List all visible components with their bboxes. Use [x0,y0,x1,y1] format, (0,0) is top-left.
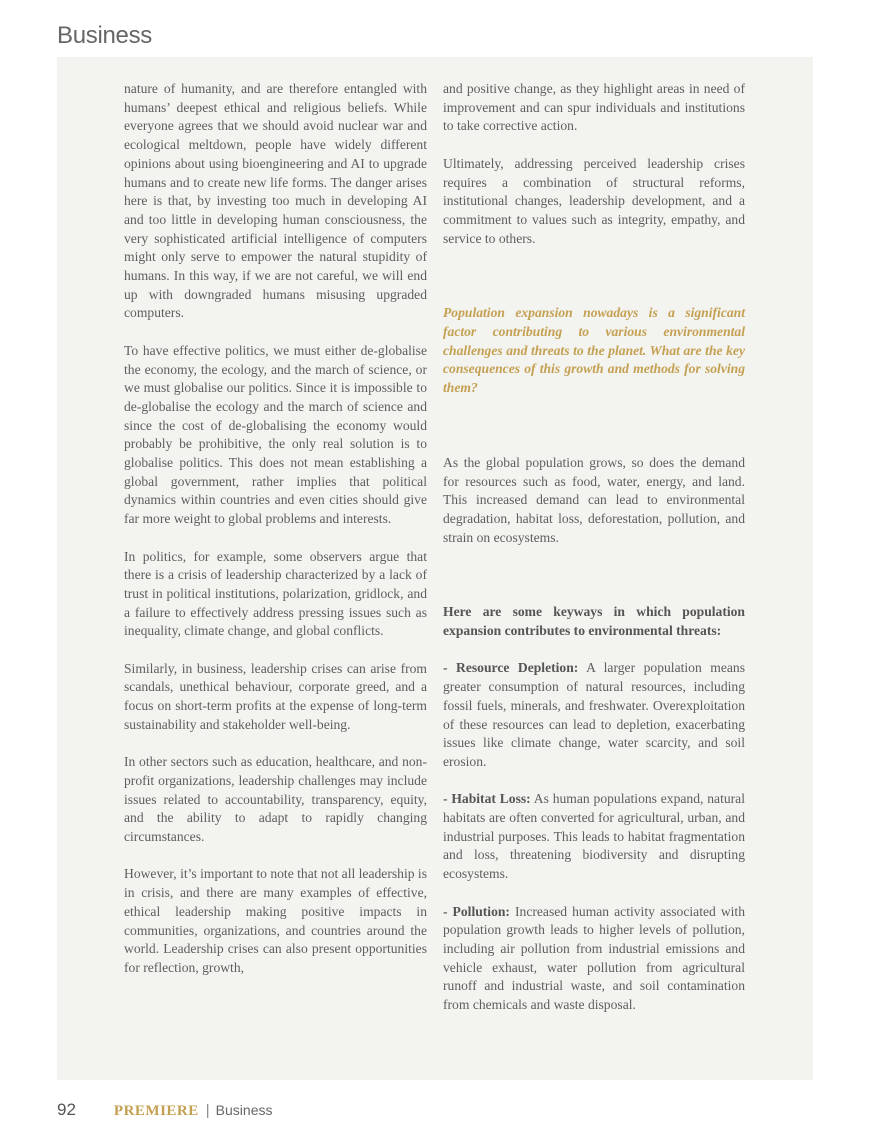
point-label: - Resource Depletion: [443,660,579,676]
paragraph: To have effective politics, we must either de-globalise the economy, the ecology, and the march of science, or we must globalise our politics. Since it is impossible to de-globalise the ecology and the march of science and since the cost of de-globalising the economy would probably be prohibitive, the only real solution is to globalise politics. This does not mean establishing a global government, rather implies that political dynamics within countries and even cities should give far more weight to global problems and interests. [124,342,427,527]
paragraph: However, it’s important to note that not all leadership is in crisis, and there are many examples of effective, ethical leadership making positive impacts in communities, organizations, and countries around the world. Leadership crises can also present opportunities for reflection, growth, [124,866,427,975]
left-column [124,80,427,978]
paragraph: Similarly, in business, leadership crises can arise from scandals, unethical behaviour, corporate greed, and a focus on short-term profits at the expense of long-term sustainability and stakeholder well-being. [124,660,427,732]
interview-question: Population expansion nowadays is a significant factor contributing to various environmental challenges and threats to the planet. What are the key consequences of this growth and methods for solving them? [443,305,745,396]
point-text: A larger population means greater consumption of natural resources, including fossil fuels, minerals, and freshwater. Overexploitation of these resources can lead to depletion, exacerbating issues like climate change, water scarcity, and soil erosion. [443,660,745,769]
paragraph-continuation: and positive change, as they highlight areas in need of improvement and can spur individuals and institutions to take corrective action. [443,81,745,134]
brand-logo: PREMIERE [113,1103,199,1119]
point-resource-depletion [443,659,745,771]
paragraph: nature of humanity, and are therefore entangled with humans’ deepest ethical and religious beliefs. While everyone agrees that we should avoid nuclear war and ecological meltdown, people have widely different opinions about using bioengineering and AI to upgrade humans and to create new life forms. The danger arises here is that, by investing too much in developing AI and too little in developing human consciousness, the very sophisticated artificial intelligence of computers might only serve to empower the natural stupidity of humans. In this way, if we are not careful, we will end up with downgraded humans misusing upgraded computers. [124,81,427,321]
section-title: Business [57,22,152,49]
point-label: - Pollution: [443,903,510,919]
point-text: Increased human activity associated with population growth leads to higher levels of pollution, including air pollution from industrial emissions and vehicle exhaust, water pollution from agricultural runoff and industrial waste, and soil contamination from chemicals and waste disposal. [443,903,746,1013]
point-habitat-loss [443,790,745,884]
paragraph: In politics, for example, some observers argue that there is a crisis of leadership characterized by a lack of trust in political institutions, polarization, gridlock, and a failure to effectively address pressing issues such as inequality, climate change, and global conflicts. [124,548,427,639]
point-label: - Habitat Loss: [443,791,531,807]
footer-separator: | [205,1102,210,1119]
article-panel [57,57,813,1080]
right-column [443,80,745,1015]
point-text: As human populations expand, natural habitats are often converted for agricultural, urban, and industrial purposes. This leads to habitat fragmentation and loss, threatening biodiversity and disrupting ecosystems. [443,791,745,882]
footer-section-label: Business [215,1102,273,1118]
keyways-heading: Here are some keyways in which population expansion contributes to environmental threats: [443,604,745,639]
paragraph-conclusion: Ultimately, addressing perceived leadership crises requires a combination of structural reforms, institutional changes, leadership development, and a commitment to values such as integrity, empathy, and service to others. [443,155,745,246]
page-footer [57,1100,272,1124]
point-pollution [443,903,745,1015]
answer-intro: As the global population grows, so does the demand for resources such as food, water, energy, and land. This increased demand can lead to environmental degradation, habitat loss, deforestation, pollution, and strain on ecosystems. [443,454,745,545]
paragraph: In other sectors such as education, healthcare, and non-profit organizations, leadership challenges may include issues related to accountability, transparency, equity, and the ability to adapt to rapidly changing circumstances. [124,754,427,845]
page-number: 92 [57,1100,76,1119]
